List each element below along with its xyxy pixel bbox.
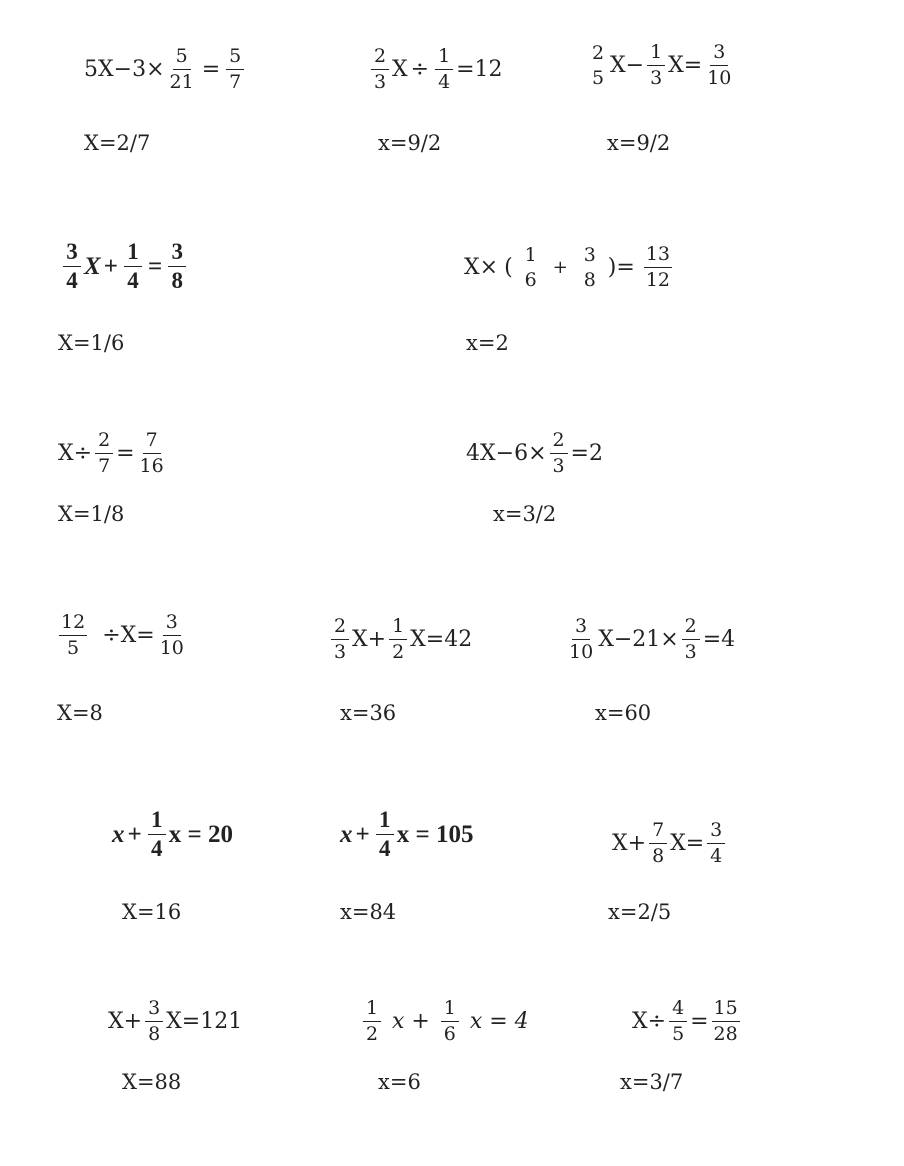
term: X= [668,53,703,78]
equals: = [116,441,135,466]
term: X÷ [58,441,93,466]
equation-9 [328,616,472,663]
fraction: $\frac{7}{16}$ [139,429,164,477]
term: ÷X= [102,623,155,648]
plus: + [103,252,118,280]
fraction: $\frac{1}{4}$ [148,808,166,861]
answer-13: x=2/5 [608,900,672,924]
term: =2 [570,441,603,466]
fraction: $\frac{12}{5}$ [61,611,86,659]
fraction: $\frac{2}{3}$ [682,616,700,663]
fraction: $\frac{13}{12}$ [645,243,671,291]
equation-10 [564,616,735,663]
fraction: $\frac{1}{2}$ [363,998,381,1045]
equals: = [201,57,221,82]
plus: + [355,820,370,848]
equation-15 [360,998,529,1045]
term: x = 20 [168,820,233,848]
answer-6: X=1/8 [58,502,125,526]
equation-3 [586,42,736,89]
term: x = 105 [396,820,474,848]
fraction: 1 6 [524,243,537,291]
fraction: $\frac{3}{10}$ [569,615,594,663]
term: X+ [352,627,387,652]
answer-11: X=16 [122,900,182,924]
term: 4X−6× [466,441,547,466]
answer-15: x=6 [378,1070,421,1094]
fraction: $\frac{1}{4}$ [376,808,394,861]
term: X= [670,831,705,856]
equation-14 [108,998,242,1045]
term: X+ [108,1009,143,1034]
fraction: $\frac{1}{2}$ [389,616,407,663]
term: 5X [84,57,114,82]
operator: ÷ [410,57,430,82]
equation-6 [58,430,169,477]
fraction: $\frac{3}{8}$ [168,240,186,293]
equation-2 [368,46,503,93]
equals: = [147,252,163,280]
term: X−21× [598,627,679,652]
fraction: $\frac{5}{21}$ [169,45,194,93]
equation-5 [464,244,675,291]
answer-2: x=9/2 [378,131,442,155]
term: x + [392,1009,430,1034]
fraction: $\frac{3}{4}$ [63,240,81,293]
answer-3: x=9/2 [607,131,671,155]
answer-10: x=60 [595,701,652,725]
fraction: $\frac{1}{4}$ [435,46,453,93]
fraction: $\frac{1}{4}$ [124,240,142,293]
answer-1: X=2/7 [84,131,151,155]
fraction: $\frac{15}{28}$ [713,997,738,1045]
fraction: $\frac{2}{3}$ [550,430,568,477]
equation-13 [612,820,728,867]
term: =12 [456,57,503,82]
term: X=121 [166,1009,243,1034]
equation-12 [340,808,474,861]
variable: x [340,820,353,848]
answer-12: x=84 [340,900,397,924]
equation-7 [466,430,603,477]
left-paren: ( [504,255,513,280]
variable: X [84,252,101,280]
equation-1 [84,46,247,93]
fraction: $\frac{3}{8}$ [145,998,163,1045]
fraction: $\frac{2}{3}$ [371,46,389,93]
variable: X [392,57,408,82]
answer-7: x=3/2 [493,502,557,526]
equation-16 [632,998,743,1045]
plus: + [552,257,568,278]
fraction: $\frac{5}{7}$ [226,46,244,93]
answer-9: x=36 [340,701,397,725]
term: X− [610,53,645,78]
equals: = [690,1009,709,1034]
term: x = 4 [469,1009,529,1034]
fraction: $\frac{1}{3}$ [647,42,665,89]
term: X+ [612,831,647,856]
term: X÷ [632,1009,667,1034]
fraction: $\frac{3}{10}$ [159,611,184,659]
fraction: 3 8 [583,243,596,291]
equation-11 [112,808,233,861]
fraction: $\frac{3}{4}$ [707,820,725,867]
plus: + [127,820,142,848]
equation-8 [56,612,189,659]
fraction: $\frac{4}{5}$ [669,998,687,1045]
fraction: $\frac{2}{7}$ [95,430,113,477]
right-paren: )= [607,255,635,280]
fraction: $\frac{1}{6}$ [441,998,459,1045]
fraction: $\frac{7}{8}$ [649,820,667,867]
term: X=42 [410,627,473,652]
fraction: 2 5 [591,41,605,89]
answer-8: X=8 [57,701,103,725]
answer-4: X=1/6 [58,331,125,355]
answer-5: x=2 [466,331,509,355]
term: =4 [702,627,736,652]
answer-14: X=88 [122,1070,182,1094]
term: X× [464,255,499,280]
fraction: $\frac{3}{10}$ [707,41,732,89]
variable: x [112,820,125,848]
operator: −3× [113,57,165,82]
equation-4 [60,240,189,293]
answer-16: x=3/7 [620,1070,684,1094]
fraction: $\frac{2}{3}$ [331,616,349,663]
